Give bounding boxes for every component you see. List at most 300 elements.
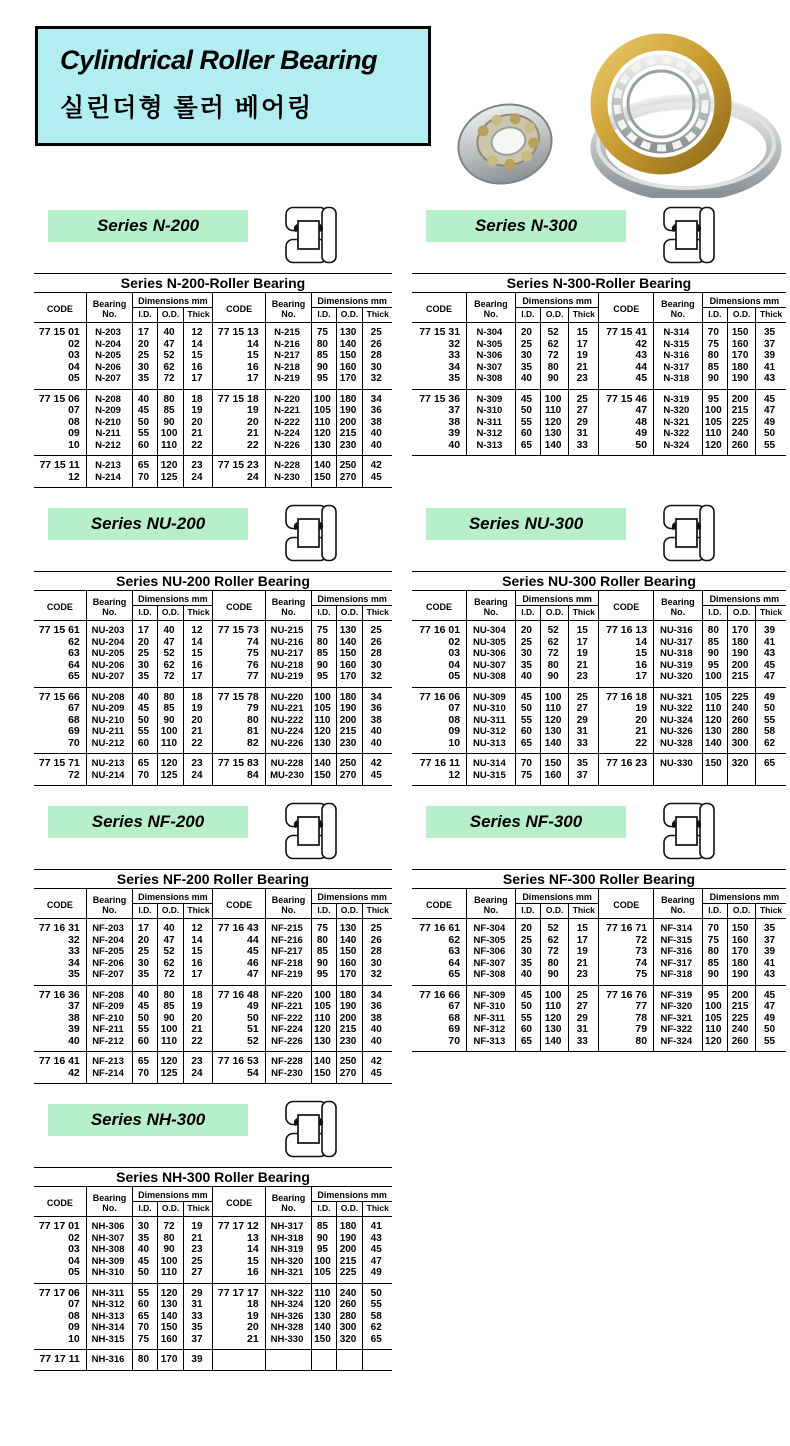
cell-thick: 35 bbox=[569, 754, 599, 770]
col-header-code: CODE bbox=[213, 591, 265, 621]
cell-thick: 17 bbox=[569, 637, 599, 649]
col-header-dimensions: Dimensions mm bbox=[702, 889, 786, 904]
cell-id: 20 bbox=[133, 637, 157, 649]
cell-code: 37 bbox=[68, 1001, 80, 1012]
cell-code: 77 15 46 bbox=[599, 389, 654, 405]
cell-od: 190 bbox=[336, 1001, 363, 1013]
cell-code: 05 bbox=[68, 1267, 80, 1278]
cell-od: 260 bbox=[728, 715, 756, 727]
cell-thick: 65 bbox=[363, 1334, 392, 1350]
cell-code: 77 15 01 bbox=[38, 326, 80, 338]
cell-id: 100 bbox=[702, 405, 727, 417]
cell-code: 07 bbox=[68, 405, 80, 416]
cell-code: 77 17 06 bbox=[38, 1286, 80, 1299]
col-header-id: I.D. bbox=[702, 606, 727, 621]
cell-id: 80 bbox=[702, 621, 727, 637]
cell-od: 215 bbox=[336, 1024, 363, 1036]
cell-thick: 23 bbox=[569, 969, 599, 985]
cell-thick: 31 bbox=[569, 1024, 599, 1036]
cell-code: 77 bbox=[213, 671, 265, 687]
cell-od: 225 bbox=[336, 1267, 363, 1283]
table-row bbox=[34, 1256, 392, 1268]
table-row bbox=[412, 621, 786, 637]
bearing-cross-section-icon bbox=[284, 504, 339, 568]
cell-od: 52 bbox=[541, 323, 569, 339]
cell-bearing: N-304 bbox=[467, 323, 516, 339]
cell-code: 69 bbox=[448, 1024, 461, 1035]
cell-od: 62 bbox=[541, 339, 569, 351]
row-group bbox=[412, 687, 786, 754]
cell-code: 51 bbox=[213, 1024, 265, 1036]
cell-id: 90 bbox=[702, 648, 727, 660]
cell-id: 17 bbox=[133, 621, 157, 637]
table-row bbox=[34, 428, 392, 440]
cell-bearing: NH-312 bbox=[86, 1299, 133, 1311]
cell-thick: 40 bbox=[363, 1024, 392, 1036]
bearing-cross-section-icon bbox=[662, 504, 717, 568]
cell-od: 240 bbox=[336, 1283, 363, 1299]
cell-thick bbox=[756, 770, 786, 786]
cell-code: 09 bbox=[68, 1322, 80, 1333]
cell-od: 150 bbox=[157, 1322, 184, 1334]
cell-thick: 18 bbox=[184, 985, 213, 1001]
cell-thick: 32 bbox=[363, 373, 392, 389]
cell-code: 50 bbox=[599, 440, 654, 456]
cell-od: 62 bbox=[157, 660, 184, 672]
table-row bbox=[34, 323, 392, 339]
cell-bearing: N-310 bbox=[467, 405, 516, 417]
cell-od: 120 bbox=[157, 1052, 184, 1068]
cell-od: 80 bbox=[541, 958, 569, 970]
roller-bearing-table bbox=[34, 1167, 392, 1371]
cell-code: 04 bbox=[68, 361, 80, 373]
table-row bbox=[34, 660, 392, 672]
cell-id: 50 bbox=[515, 405, 540, 417]
col-header-code: CODE bbox=[426, 899, 453, 910]
cell-thick: 45 bbox=[363, 770, 392, 786]
cell-code: 17 bbox=[213, 373, 265, 389]
cell-thick bbox=[363, 1350, 392, 1371]
row-group bbox=[412, 985, 786, 1052]
cell-id: 35 bbox=[133, 671, 157, 687]
roller-bearing-table bbox=[412, 869, 786, 1052]
cell-id: 50 bbox=[133, 417, 157, 429]
cell-bearing: NF-305 bbox=[467, 935, 516, 947]
series-badge bbox=[426, 508, 626, 540]
col-header-code: CODE bbox=[46, 899, 73, 910]
cell-bearing: N-214 bbox=[86, 472, 133, 488]
cell-od: 120 bbox=[157, 456, 184, 472]
cell-od: 100 bbox=[157, 726, 184, 738]
cell-code: 77 15 73 bbox=[213, 621, 265, 637]
table-row bbox=[34, 1334, 392, 1350]
cell-code: 72 bbox=[599, 935, 654, 947]
cell-od: 180 bbox=[728, 958, 756, 970]
cell-bearing: NF-316 bbox=[654, 946, 703, 958]
series-label: Series NH-300 bbox=[90, 1110, 206, 1129]
cell-code: 63 bbox=[68, 648, 80, 659]
cell-code: 47 bbox=[599, 405, 654, 417]
cell-bearing: NF-313 bbox=[467, 1036, 516, 1052]
cell-code: 18 bbox=[213, 1299, 265, 1311]
cell-id: 70 bbox=[702, 919, 727, 935]
cell-code: 02 bbox=[68, 338, 80, 350]
cell-code: 75 bbox=[213, 648, 265, 660]
cell-bearing: NH-320 bbox=[265, 1256, 312, 1268]
cell-od: 100 bbox=[541, 985, 569, 1001]
cell-bearing: NF-322 bbox=[654, 1024, 703, 1036]
col-header-thick: Thick bbox=[363, 1202, 392, 1217]
cell-od: 80 bbox=[157, 389, 184, 405]
roller-bearing-table bbox=[34, 571, 392, 786]
cell-thick: 45 bbox=[363, 472, 392, 488]
cell-od: 40 bbox=[157, 621, 184, 637]
cell-thick: 19 bbox=[569, 350, 599, 362]
table-row bbox=[412, 703, 786, 715]
cell-thick: 21 bbox=[184, 1024, 213, 1036]
cell-code: 40 bbox=[448, 439, 461, 451]
cell-code bbox=[213, 1350, 265, 1371]
cell-thick: 19 bbox=[184, 1217, 213, 1233]
cell-code: 79 bbox=[599, 1024, 654, 1036]
cell-bearing: NF-226 bbox=[265, 1036, 312, 1052]
cell-thick: 29 bbox=[569, 417, 599, 429]
cell-od: 160 bbox=[336, 660, 363, 672]
col-header-bearing-no: Bearing No. bbox=[654, 889, 703, 919]
cell-od: 90 bbox=[157, 417, 184, 429]
col-header-thick: Thick bbox=[363, 308, 392, 323]
cell-bearing: N-324 bbox=[654, 440, 703, 456]
cell-thick: 49 bbox=[756, 687, 786, 703]
cell-bearing: N-206 bbox=[86, 362, 133, 374]
col-header-bearing-no: Bearing No. bbox=[467, 293, 516, 323]
cell-code: 52 bbox=[213, 1036, 265, 1052]
col-header-dimensions: Dimensions mm bbox=[133, 293, 213, 308]
cell-id: 60 bbox=[133, 1299, 157, 1311]
col-header-dimensions: Dimensions mm bbox=[312, 591, 392, 606]
cell-thick: 37 bbox=[569, 770, 599, 786]
cell-bearing: NH-322 bbox=[265, 1283, 312, 1299]
col-header-od: O.D. bbox=[728, 308, 756, 323]
cell-bearing: NU-306 bbox=[467, 648, 516, 660]
cell-code: 15 bbox=[213, 350, 265, 362]
cell-id: 40 bbox=[133, 687, 157, 703]
cell-od: 62 bbox=[541, 637, 569, 649]
cell-id: 35 bbox=[515, 660, 540, 672]
table-row bbox=[412, 958, 786, 970]
cell-od: 40 bbox=[157, 919, 184, 935]
col-header-id: I.D. bbox=[312, 606, 336, 621]
cell-code: 77 15 83 bbox=[213, 754, 265, 770]
col-header-dimensions: Dimensions mm bbox=[515, 889, 599, 904]
col-header-od: O.D. bbox=[336, 904, 363, 919]
cell-bearing: NH-306 bbox=[86, 1217, 133, 1233]
cell-bearing: NF-314 bbox=[654, 919, 703, 935]
cell-id: 90 bbox=[312, 660, 336, 672]
cell-code: 77 16 76 bbox=[599, 985, 654, 1001]
cell-id: 30 bbox=[515, 350, 540, 362]
cell-bearing: NH-330 bbox=[265, 1334, 312, 1350]
cell-thick: 31 bbox=[569, 428, 599, 440]
cell-id: 110 bbox=[312, 417, 336, 429]
cell-od: 100 bbox=[157, 428, 184, 440]
cell-code: 05 bbox=[448, 671, 461, 682]
cell-od: 90 bbox=[157, 715, 184, 727]
cell-id: 50 bbox=[515, 1001, 540, 1013]
cell-od: 150 bbox=[728, 323, 756, 339]
cell-code: 69 bbox=[68, 726, 80, 737]
cell-thick: 17 bbox=[569, 339, 599, 351]
cell-bearing: NF-309 bbox=[467, 985, 516, 1001]
cell-od: 85 bbox=[157, 1001, 184, 1013]
cell-od: 320 bbox=[728, 754, 756, 770]
cell-od: 125 bbox=[157, 770, 184, 786]
table-row bbox=[34, 1036, 392, 1052]
cell-code: 77 15 18 bbox=[213, 389, 265, 405]
table-title: Series N-200-Roller Bearing bbox=[34, 274, 392, 293]
cell-code: 75 bbox=[599, 969, 654, 985]
cell-thick: 21 bbox=[569, 958, 599, 970]
cell-od: 260 bbox=[728, 1036, 756, 1052]
col-header-dimensions: Dimensions mm bbox=[515, 591, 599, 606]
cell-thick: 47 bbox=[756, 405, 786, 417]
cell-thick: 55 bbox=[756, 440, 786, 456]
cell-od: 160 bbox=[336, 362, 363, 374]
cell-thick: 32 bbox=[363, 671, 392, 687]
cell-od: 72 bbox=[157, 671, 184, 687]
table-row bbox=[412, 1024, 786, 1036]
cell-id: 45 bbox=[133, 1256, 157, 1268]
cell-od: 270 bbox=[336, 472, 363, 488]
cell-bearing: N-309 bbox=[467, 389, 516, 405]
cell-thick: 16 bbox=[184, 362, 213, 374]
cell-od: 100 bbox=[541, 687, 569, 703]
cell-od: 62 bbox=[541, 935, 569, 947]
cell-bearing: N-228 bbox=[265, 456, 312, 472]
cell-thick: 30 bbox=[363, 362, 392, 374]
cell-code: 50 bbox=[213, 1013, 265, 1025]
table-row bbox=[34, 1322, 392, 1334]
cell-code: 45 bbox=[599, 373, 654, 389]
cell-od: 125 bbox=[157, 472, 184, 488]
cell-code: 19 bbox=[599, 703, 654, 715]
cell-od: 140 bbox=[336, 637, 363, 649]
cell-bearing: NU-221 bbox=[265, 703, 312, 715]
cell-id: 105 bbox=[702, 1013, 727, 1025]
cell-id: 65 bbox=[133, 1052, 157, 1068]
roller-bearing-table bbox=[412, 273, 786, 456]
section-series-n200 bbox=[34, 210, 392, 488]
cell-id: 70 bbox=[133, 1322, 157, 1334]
cell-thick: 34 bbox=[363, 985, 392, 1001]
cell-thick: 26 bbox=[363, 339, 392, 351]
cell-bearing: N-210 bbox=[86, 417, 133, 429]
col-header-id: I.D. bbox=[702, 308, 727, 323]
cell-code: 77 15 61 bbox=[38, 624, 80, 636]
table-row bbox=[34, 362, 392, 374]
cell-thick: 40 bbox=[363, 726, 392, 738]
cell-bearing: NU-330 bbox=[654, 754, 703, 770]
table-row bbox=[412, 362, 786, 374]
row-group bbox=[34, 456, 392, 488]
cell-id: 140 bbox=[312, 1052, 336, 1068]
cell-od: 120 bbox=[541, 417, 569, 429]
col-header-code: CODE bbox=[426, 303, 453, 314]
table-row bbox=[412, 440, 786, 456]
cell-thick: 18 bbox=[184, 389, 213, 405]
cell-thick: 45 bbox=[756, 985, 786, 1001]
cell-od: 110 bbox=[157, 440, 184, 456]
table-row bbox=[412, 738, 786, 754]
cell-bearing: N-321 bbox=[654, 417, 703, 429]
cell-bearing: NU-207 bbox=[86, 671, 133, 687]
cell-od: 80 bbox=[541, 660, 569, 672]
cell-thick: 33 bbox=[569, 1036, 599, 1052]
col-header-id: I.D. bbox=[312, 308, 336, 323]
cell-code: 63 bbox=[448, 946, 461, 957]
cell-od: 200 bbox=[728, 660, 756, 672]
col-header-thick: Thick bbox=[756, 904, 786, 919]
table-row bbox=[34, 440, 392, 456]
cell-od: 160 bbox=[541, 770, 569, 786]
cell-od: 240 bbox=[728, 428, 756, 440]
cell-id: 140 bbox=[312, 1322, 336, 1334]
cell-code: 07 bbox=[448, 703, 461, 714]
cell-bearing: NU-213 bbox=[86, 754, 133, 770]
cell-thick: 41 bbox=[756, 958, 786, 970]
cell-bearing: NU-215 bbox=[265, 621, 312, 637]
cell-thick: 21 bbox=[569, 660, 599, 672]
cell-id: 45 bbox=[133, 1001, 157, 1013]
cell-thick: 45 bbox=[363, 1244, 392, 1256]
cell-thick: 50 bbox=[363, 1283, 392, 1299]
cell-id: 70 bbox=[133, 472, 157, 488]
cell-bearing: NF-208 bbox=[86, 985, 133, 1001]
cell-thick: 28 bbox=[363, 350, 392, 362]
cell-bearing: NU-214 bbox=[86, 770, 133, 786]
cell-code: 05 bbox=[68, 373, 80, 384]
cell-id: 45 bbox=[515, 389, 540, 405]
cell-bearing: NF-216 bbox=[265, 935, 312, 947]
cell-id: 130 bbox=[702, 726, 727, 738]
cell-od: 40 bbox=[157, 323, 184, 339]
cell-thick: 23 bbox=[184, 456, 213, 472]
cell-id: 65 bbox=[515, 440, 540, 456]
cell-code: 38 bbox=[68, 1012, 80, 1024]
cell-id: 25 bbox=[515, 935, 540, 947]
cell-thick: 55 bbox=[756, 715, 786, 727]
section-series-nu200 bbox=[34, 508, 392, 786]
col-header-thick: Thick bbox=[569, 606, 599, 621]
row-group bbox=[412, 621, 786, 688]
cell-code: 16 bbox=[213, 362, 265, 374]
cell-od: 52 bbox=[541, 919, 569, 935]
cell-code: 03 bbox=[448, 648, 461, 659]
cell-bearing: NU-218 bbox=[265, 660, 312, 672]
cell-code: 79 bbox=[213, 703, 265, 715]
cell-od: 72 bbox=[541, 648, 569, 660]
cell-id: 130 bbox=[312, 440, 336, 456]
cell-thick: 23 bbox=[184, 754, 213, 770]
cell-code: 77 17 17 bbox=[213, 1283, 265, 1299]
row-group bbox=[34, 389, 392, 456]
table-row bbox=[412, 726, 786, 738]
page-title-english: Cylindrical Roller Bearing bbox=[60, 45, 378, 75]
cell-thick: 17 bbox=[569, 935, 599, 947]
cell-od: 90 bbox=[157, 1244, 184, 1256]
col-header-od: O.D. bbox=[157, 606, 184, 621]
cell-bearing: NF-311 bbox=[467, 1013, 516, 1025]
cell-thick: 19 bbox=[184, 405, 213, 417]
col-header-thick: Thick bbox=[184, 1202, 213, 1217]
cell-thick: 21 bbox=[184, 1233, 213, 1245]
cell-bearing: N-320 bbox=[654, 405, 703, 417]
cell-thick: 14 bbox=[184, 637, 213, 649]
cell-thick: 55 bbox=[363, 1299, 392, 1311]
row-group bbox=[34, 687, 392, 754]
cell-od: 72 bbox=[541, 350, 569, 362]
cell-bearing: NH-321 bbox=[265, 1267, 312, 1283]
series-label: Series NF-200 bbox=[91, 812, 205, 831]
cell-od: 190 bbox=[336, 405, 363, 417]
cell-od: 270 bbox=[336, 1068, 363, 1084]
cell-bearing: NU-216 bbox=[265, 637, 312, 649]
cell-id: 80 bbox=[702, 350, 727, 362]
cell-thick: 30 bbox=[363, 660, 392, 672]
bearing-photo-illustration bbox=[443, 26, 783, 198]
col-header-code: CODE bbox=[599, 591, 654, 621]
cell-bearing: N-226 bbox=[265, 440, 312, 456]
cell-od: 52 bbox=[157, 350, 184, 362]
cell-od: 250 bbox=[336, 1052, 363, 1068]
cell-code: 02 bbox=[68, 1232, 80, 1244]
cell-bearing: N-315 bbox=[654, 339, 703, 351]
col-header-od: O.D. bbox=[336, 606, 363, 621]
cell-id: 60 bbox=[133, 440, 157, 456]
cell-id: 85 bbox=[312, 946, 336, 958]
col-header-dimensions: Dimensions mm bbox=[312, 1187, 392, 1202]
cell-bearing: NU-219 bbox=[265, 671, 312, 687]
col-header-code: CODE bbox=[426, 601, 453, 612]
col-header-od: O.D. bbox=[541, 904, 569, 919]
cell-bearing: NF-218 bbox=[265, 958, 312, 970]
cell-code: 48 bbox=[599, 417, 654, 429]
cell-thick: 24 bbox=[184, 472, 213, 488]
cell-id: 100 bbox=[702, 671, 727, 687]
cell-thick: 19 bbox=[569, 946, 599, 958]
cell-id: 100 bbox=[312, 985, 336, 1001]
cell-bearing: NU-209 bbox=[86, 703, 133, 715]
cell-bearing: NU-324 bbox=[654, 715, 703, 727]
cell-bearing: NU-217 bbox=[265, 648, 312, 660]
table-row bbox=[412, 770, 786, 786]
cell-code: 67 bbox=[68, 703, 80, 714]
cell-code: 77 16 41 bbox=[38, 1055, 80, 1067]
cell-od: 150 bbox=[728, 919, 756, 935]
cell-code: 77 15 66 bbox=[38, 690, 80, 703]
cell-od: 170 bbox=[728, 621, 756, 637]
cell-code: 45 bbox=[213, 946, 265, 958]
table-row bbox=[412, 405, 786, 417]
cell-code: 74 bbox=[213, 637, 265, 649]
table-row bbox=[34, 1052, 392, 1068]
col-header-code: CODE bbox=[599, 293, 654, 323]
cell-od: 200 bbox=[336, 417, 363, 429]
cell-bearing: NH-313 bbox=[86, 1311, 133, 1323]
cell-bearing: N-207 bbox=[86, 373, 133, 389]
cell-od: 110 bbox=[541, 703, 569, 715]
col-header-thick: Thick bbox=[184, 606, 213, 621]
